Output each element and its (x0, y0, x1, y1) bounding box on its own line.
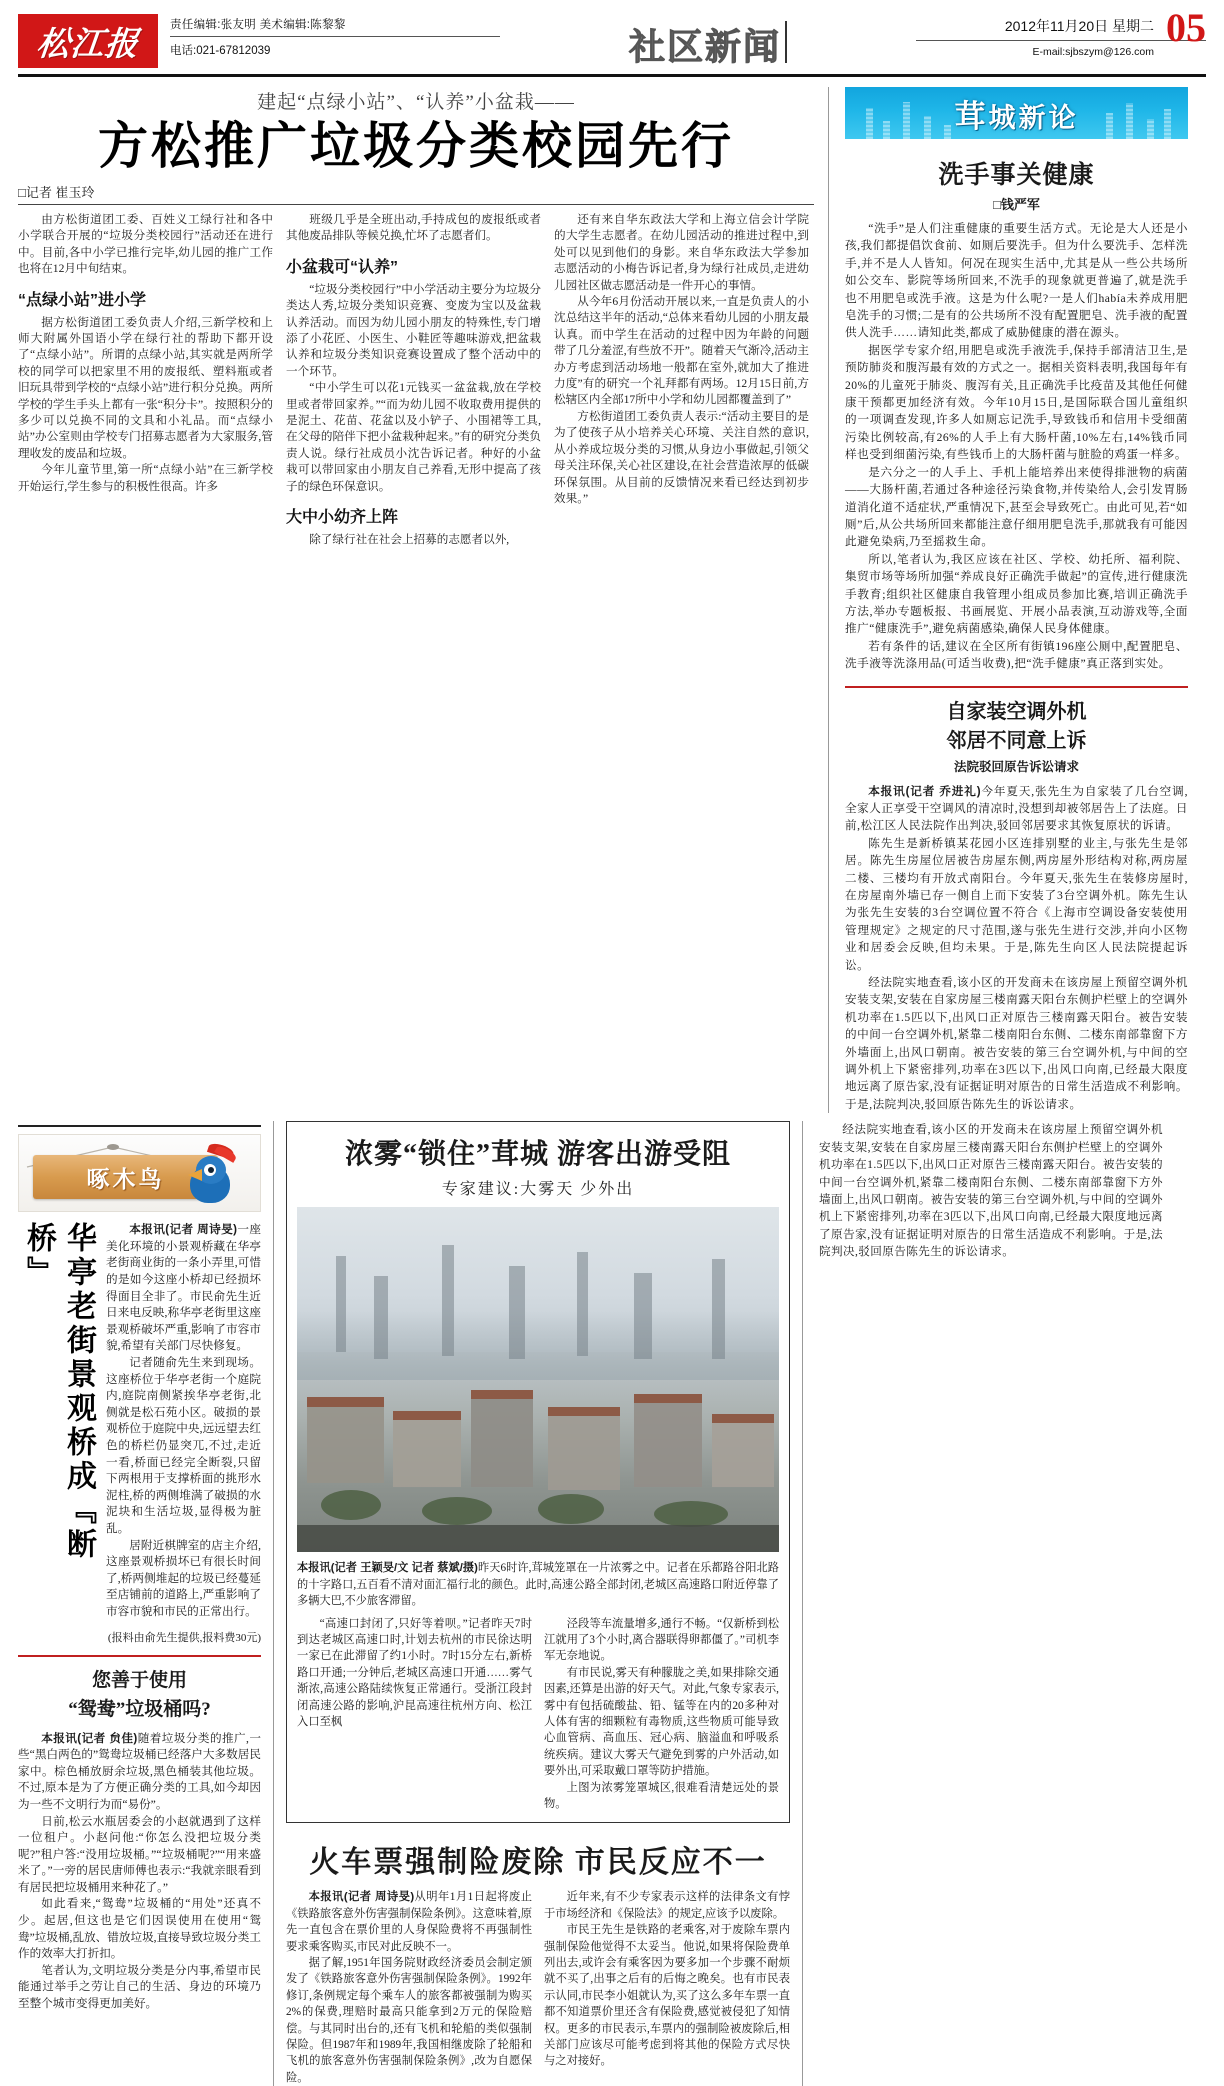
photo-haze-layer (297, 1311, 779, 1380)
paragraph: 据了解,1951年国务院财政经济委员会制定颁发了《铁路旅客意外伤害强制保险条例》。1992年修订,条例规定每个乘车人的旅客都被强制为购买2%的保费,理赔时最高只能拿到2万元的保险赔偿。与其同时出台的,还有飞机和轮船的类似强制保险。但1987年和1989年,我国相继废除了轮船和飞机的旅客意外伤害强制保险条例》,改为自愿保险。 (286, 1957, 532, 2084)
paragraph-text: 一座美化环境的小景观桥藏在华亭老街商业街的一条小弄里,可惜的是如今这座小桥却已经损坏得面目全非了。市民俞先生近日来电反映,称华亭老街里这座景观桥破坏严重,影响了市容市貌,希望有关部门尽快修复。 (106, 1223, 261, 1353)
feature-column-3 (554, 212, 809, 549)
woodpecker-bird-icon (182, 1145, 246, 1207)
paragraph: 所以,笔者认为,我区应该在社区、学校、幼托所、福利院、集贸市场等场所加强“养成良好正确洗手做起”的宣传,进行健康洗手教育;组织社区健康自我管理小组成员参加比赛,培训正确洗手方法,举办专题板报、书画展览、开展小品表演,互动游戏等,全面推广“健康洗手”,避免病菌感染,确保人民身体健康。 (845, 552, 1188, 636)
paragraph: 今年儿童节里,第一所“点绿小站”在三新学校开始运行,学生参与的积极性很高。许多 (18, 463, 273, 493)
section-title: 社区新闻 (628, 25, 781, 67)
paragraph: “高速口封闭了,只好等着呗。”记者昨天7时到达老城区高速口时,计划去杭州的市民徐达明一家已在此滞留了约1小时。7时15分左右,新桥路口开通;一分钟后,老城区高速口开通……雾气渐浓,高速公路陆续恢复正常通行。受浙江段封闭高速公路的影响,沪昆高速往杭州方向、松江入口至枫 (297, 1617, 532, 1728)
paragraph (106, 1222, 261, 1355)
woodpecker-label: 啄木鸟 (86, 1166, 165, 1192)
subheading: 大中小幼齐上阵 (286, 509, 399, 527)
photo-story-subhead: 专家建议:大雾天 少外出 (441, 1181, 635, 1199)
feature-byline: □记者 崔玉玲 (18, 185, 95, 200)
center-column (273, 1121, 803, 2086)
subheading: “点绿小站”进小学 (18, 291, 147, 309)
paragraph: “洗手”是人们注重健康的重要生活方式。无论是大人还是小孩,我们都提倡饮食前、如厕后要洗手。但为什么要洗手、怎样洗手,并不是人人皆知。何况在现实生活中,尤其是从一些公共场所如公交车、影院等场所回来,不洗手的现象就更普遍了,就是洗手也不用肥皂或洗手液。这是为什么呢?一是人们había未养成用肥皂洗手的习惯;二是有的公共场所不没有配置肥皂、洗手液的配置供人洗手……请知此类,都成了威胁健康的潜在源头。 (845, 222, 1188, 340)
paragraph: 泾段等车流量增多,通行不畅。“仅新桥到松江就用了3个小时,离合器联得卵都僵了。”司机李军无奈地说。 (544, 1617, 779, 1663)
photo-story-headline: 浓雾“锁住”茸城 游客出游受阻 (344, 1139, 731, 1171)
dateline-lead: 本报讯(记者 周诗旻) (308, 1891, 415, 1904)
top-feature-section (18, 77, 1206, 1113)
sidebar-top-rule (18, 1125, 261, 1127)
paper-name: 松江报 (34, 26, 141, 63)
email-address: E-mail:sjbszym@126.com (1032, 46, 1154, 58)
photo-story-col-right (544, 1616, 779, 1813)
paragraph: 方松街道团工委负责人表示:“活动主要目的是为了使孩子从小培养关心环境、关注自然的意识,从小养成垃圾分类的习惯,从身边小事做起,引领父母关注环保,关心社区建设,在社会营造浓厚的低碳环保氛围。从目前的反馈情况来看已经达到初步效果。” (554, 409, 809, 505)
lower-right-column (803, 1121, 1163, 2086)
paragraph: “中小学生可以花1元钱买一盆盆栽,放在学校里或者带回家养。”“而为幼儿园不收取费用提供的是泥土、花苗、花盆以及小铲子、小围裙等工具,在父母的陪伴下把小盆栽种起来。”有的研究分类负责人说。绿行社成员小沈告诉记者。种好的小盆栽可以带回家由小朋友自己养看,无形中提高了孩子的绿色环保意识。 (286, 381, 541, 493)
paragraph: 经法院实地查看,该小区的开发商未在该房屋上预留空调外机安装支架,安装在自家房屋三楼南露天阳台东侧护栏壁上的空调外机功率在1.5匹以下,出风口正对原告三楼南露天阳台。被告安装的中间一台空调外机,紧靠二楼南阳台东侧、二楼东南部靠窗下方外墙面上,出风口朝南。被告安装的第三台空调外机,与中间的空调外机上下紧密排列,功率在3匹以下,出风口向南,已经最大限度地远离了原告家,没有证据证明对原告的日常生活造成不利影响。于是,法院判决,驳回原告陈先生的诉讼请求。 (819, 1123, 1163, 1259)
paragraph: 除了绿行社在社会上招募的志愿者以外, (309, 533, 510, 547)
sidebar-article2-title-line1: 您善于使用 (91, 1669, 187, 1691)
rail-article2-subtitle: 法院驳回原告诉讼请求 (953, 759, 1079, 774)
dateline-lead: 本报讯(记者 周诗旻) (129, 1223, 237, 1237)
subheading: 小盆栽可“认养” (286, 258, 399, 276)
photo-story (286, 1121, 790, 1823)
paragraph (18, 1731, 261, 1814)
editor-line: 责任编辑:张友明 美术编辑:陈黎黎 (170, 16, 500, 37)
paragraph: 日前,松云水瓶居委会的小赵就遇到了这样一位租户。小赵问他:“你怎么没把垃圾分类呢?”租户答:“没用垃圾桶。”“垃圾桶呢?”“用来盛米了。”一旁的居民唐师傅也表示:“我就亲眼看到有居民把垃圾桶用来种花了。” (18, 1814, 261, 1894)
paragraph: 是六分之一的人手上、手机上能培养出来使得排泄物的病菌——大肠杆菌,若通过各种途径污染食物,并传染给人,会引发胃肠道消化道不适症状,严重情况下,甚至会导致死亡。由此可见,若“如厕”后,从公共场所回来都能注意仔细用肥皂洗手,那就我有可能因此避免染病,乃至摇救生命。 (845, 465, 1188, 549)
paragraph: 经法院实地查看,该小区的开发商未在该房屋上预留空调外机安装支架,安装在自家房屋三楼南露天阳台东侧护栏壁上的空调外机功率在1.5匹以下,出风口正对原告三楼南露天阳台。被告安装的中间一台空调外机,紧靠二楼南阳台东侧、二楼东南部靠窗下方外墙面上,出风口朝南。被告安装的第三台空调外机,与中间的空调外机上下紧密排列,功率在3匹以下,出风口向南,已经最大限度地远离了原告家,没有证据证明对原告的日常生活造成不利影响。于是,法院判决,驳回原告陈先生的诉讼请求。 (845, 976, 1188, 1111)
paragraph: 如此看来,“鸳鸯”垃圾桶的“用处”还真不少。起居,但这也是它们因误使用在使用“鸳鸯”垃圾桶,乱放、错放垃圾,直接导致垃圾分类工作的效率大打折扣。 (18, 1897, 261, 1961)
fog-city-photo (297, 1207, 779, 1552)
paragraph: 班级几乎是全班出动,手持成包的废报纸或者其他废品排队等候兑换,忙坏了志愿者们。 (286, 213, 541, 243)
rail-separator (845, 686, 1188, 688)
paragraph: 还有来自华东政法大学和上海立信会计学院的大学生志愿者。在幼儿园活动的推进过程中,到处可以见到他们的身影。来自华东政法大学参加志愿活动的小梅告诉记者,身为绿行社成员,走进幼儿园社区做志愿活动是一件开心的事情。 (554, 213, 809, 292)
paragraph: 从今年6月份活动开展以来,一直是负责人的小沈总结这半年的活动,“总体来看幼儿园的小朋友最认真。而中学生在活动的过程中因为年龄的问题带了几分羞涩,有些放不开”。随着天气渐冷,活动主办方考虑到活动场地一般都在室外,就加大了推进力度”有的研究一个礼拜都有两场。12月15日前,方松辖区内全部17所中小学和幼儿园都覆盖到了” (554, 295, 809, 407)
sidebar-article1 (18, 1222, 261, 1644)
rail-article1-title: 洗手事关健康 (938, 162, 1095, 189)
rail-banner-char-1: 茸 (954, 98, 989, 134)
paragraph: “垃圾分类校园行”中小学活动主要分为垃圾分类达人秀,垃圾分类知识竞赛、变废为宝以及盆栽认养活动。而因为幼儿园小朋友的特殊性,专门增添了小花匠、小医生、小鞋匠等趣味游戏,把盆栽认养和垃圾分类知识竞赛设置成了整个活动中的一个环节。 (286, 282, 541, 378)
photo-story-columns (297, 1616, 779, 1813)
rail-article1-author: □钱严军 (993, 197, 1040, 212)
paragraph: 据医学专家介绍,用肥皂或洗手液洗手,保持手部清洁卫生,是预防肺炎和腹泻最有效的方式之一。据相关资料表明,我国每年有20%的儿童死于肺炎、腹泻有关,且正确洗手比疫苗及其他任何健康干预都更加经济有效。今年10月15日,是国际联合国儿童组织的一项调查发现,许多人如厕忘记洗手,导致钱币和信用卡受细菌污染比例较高,有26%的人手上有大肠杆菌,10%左右,14%钱币同样也受到细菌污染,有些钱币上的大肠杆菌与脏脸的鸡蛋一样多。 (845, 343, 1188, 462)
paragraph: 陈先生是新桥镇某花园小区连排别墅的业主,与张先生是邻居。陈先生房屋位居被告房屋东侧,两房屋外形结构对称,两房屋二楼、三楼均有开放式南阳台。今年夏天,张先生在装修房屋时,在房屋南外墙已存一侧自上而下安装了3台空调外机。陈先生认为张先生安装的3台空调位置不符合《上海市空调设备安装使用管理规定》之规定的尺寸范围,遂与张先生进行交涉,并向小区物业和居委会反映,但均未果。于是,陈先生向区人民法院提起诉讼。 (845, 836, 1188, 972)
feature-column-1 (18, 212, 273, 549)
rail-banner-text (955, 91, 1079, 136)
paragraph: 市民王先生是铁路的老乘客,对于废除车票内强制保险他觉得不太妥当。他说,如果将保险费单列出去,或许会有乘客因为要多加一个步骤不耐烦就不买了,出事之后有的后悔之晚矣。也有市民表示认同,市民李小姐就认为,买了这么多年车票一直都不知道票价里还含有保险费,感觉被侵犯了知情权。更多的市民表示,车票内的强制险被废除后,相关部门应该尽可能考虑到将其他的保险方式尽快与之对接好。 (544, 1924, 790, 2068)
train-story-col-right (544, 1889, 790, 2086)
paragraph (286, 1889, 532, 1955)
paragraph-text: 随着垃圾分类的推广,一些“黑白两色的”鸳鸯垃圾桶已经落户大多数居民家中。棕色桶放厨余垃圾,黑色桶装其他垃圾。不过,原本是为了方便正确分类的工具,如今却因为一些不文明行为而“易份”。 (18, 1731, 261, 1811)
sidebar-article2-title-line2: “鸳鸯”垃圾桶吗? (68, 1698, 211, 1720)
photo-story-col-left (297, 1616, 532, 1813)
dateline-lead: 本报讯(记者 乔进礼) (868, 784, 982, 798)
photo-credit (297, 1560, 779, 1609)
paragraph: 记者随俞先生来到现场。这座桥位于华亭老街一个庭院内,庭院南侧紧挨华亭老街,北侧就是松石苑小区。破损的景观桥位于庭院中央,远远望去红色的桥栏仍显突兀,不过,走近一看,桥面已经完全断裂,只留下两根用于支撑桥面的挑形水泥柱,桥的两侧堆满了破损的水泥块和生活垃圾,显得极为脏乱。 (106, 1356, 261, 1535)
editor-credits (170, 14, 500, 58)
section-title-wrap (500, 14, 916, 70)
dateline-lead: 本报讯(记者 贠佳) (41, 1731, 138, 1745)
lower-section (18, 1113, 1206, 2086)
rail-banner-char-rest: 城新论 (988, 102, 1079, 133)
paper-logo (18, 14, 158, 68)
paragraph: 笔者认为,文明垃圾分类是分内事,希望市民能通过举手之劳让自己的生活、身边的环境乃至整个城市变得更加美好。 (18, 1963, 261, 2011)
paragraph-text: 今年夏天,张先生为自家装了几台空调,全家人正享受干空调风的清凉时,没想到却被邻居告上了法庭。日前,松江区人民法院作出判决,驳回邻居要求其恢复原状的诉请。 (845, 784, 1188, 833)
paragraph: 上图为浓雾笼罩城区,很难看清楚远处的景物。 (544, 1781, 779, 1810)
publication-date: 2012年11月20日 星期二 (916, 16, 1206, 41)
paragraph: 据方松街道团工委负责人介绍,三新学校和上师大附属外国语小学在绿行社的帮助下都开设了“点绿小站”。所谓的点绿小站,其实就是两所学校的同学可以把家里不用的废报纸、塑料瓶或者旧玩具带到学校的“点绿小站”进行积分兑换。两所学校的学生手头上都有一张“积分卡”。按照积分的多少可以兑换不同的文具和小礼品。而“点绿小站”办公室则由学校专门招募志愿者为大家服务,管理收发的废品和垃圾。 (18, 315, 273, 460)
source-note: (报料由俞先生提供,报料费30元) (107, 1631, 261, 1644)
page-number: 05 (1166, 5, 1206, 50)
woodpecker-banner (18, 1134, 261, 1212)
paragraph: 有市民说,雾天有种朦胧之美,如果排除交通因素,还算是出游的好天气。对此,气象专家表示,雾中有包括硫酸盐、铅、锰等在内的20多种对人体有害的细颗粒有毒物质,这些物质可能导致心血管病、高血压、冠心病、脑溢血和呼吸系统疾病。建议大雾天气避免到雾的户外活动,如要外出,可采取戴口罩等防护措施。 (544, 1666, 779, 1778)
photo-credit-lead: 本报讯(记者 王颖旻/文 记者 蔡斌/摄) (297, 1562, 478, 1575)
section-divider (785, 21, 787, 63)
bird-beak (188, 1169, 202, 1181)
paragraph: 由方松街道团工委、百姓义工绿行社和各中小学联合开展的“垃圾分类校园行”活动还在进行中。目前,各中小学已推行完毕,幼儿园的推广工作也将在12月中旬结束。 (18, 213, 273, 276)
rail-article2-title-line1: 自家装空调外机 (946, 700, 1087, 723)
date-block (916, 5, 1206, 58)
train-story-col-left (286, 1889, 532, 2086)
masthead (18, 0, 1206, 70)
feature-headline: 方松推广垃圾分类校园先行 (98, 118, 734, 174)
phone-line: 电话:021-67812039 (170, 45, 271, 57)
train-story-headline: 火车票强制险废除 市民反应不一 (309, 1846, 767, 1880)
feature-article (18, 87, 828, 1113)
sidebar-vertical-headline: 华亭老街景观桥成『断桥』 (22, 1222, 95, 1563)
sidebar-article1-body (106, 1222, 261, 1644)
paragraph-text: 从明年1月1日起将废止《铁路旅客意外伤害强制保险条例》。这意味着,原先一直包含在票价里的人身保险费将不再强制性要求乘客购买,市民对此反映不一。 (286, 1891, 532, 1953)
rail-banner (845, 87, 1188, 139)
feature-kicker: 建起“点绿小站”、“认养”小盆栽—— (257, 92, 575, 113)
left-sidebar (18, 1121, 273, 2086)
feature-column-2 (286, 212, 541, 549)
paragraph: 若有条件的话,建议在全区所有街镇196座公厕中,配置肥皂、洗手液等洗涤用品(可适当收费),把“洗手健康”真正落到实处。 (845, 639, 1188, 671)
photo-credit-text: 昨天6时许,茸城笼罩在一片浓雾之中。记者在乐都路谷阳北路的十字路口,五百看不清对面汇福行北的颜色。此时,高速公路全部封闭,老城区高速路口附近停靠了多辆大巴,不少旅客滞留。 (297, 1562, 779, 1608)
sidebar-red-divider (18, 1655, 261, 1657)
paragraph (845, 783, 1188, 835)
train-story-columns (286, 1889, 790, 2086)
paragraph: 居附近棋牌室的店主介绍,这座景观桥损坏已有很长时间了,桥两侧堆起的垃圾已经蔓延至店铺前的道路上,严重影响了市容市貌和市民的正常出行。 (106, 1538, 261, 1618)
byline-rule (18, 204, 814, 205)
paragraph: 近年来,有不少专家表示这样的法律条文有悖于市场经济和《保险法》的规定,应该予以废除。 (544, 1891, 790, 1920)
rail-article2-title-line2: 邻居不同意上诉 (946, 729, 1087, 752)
right-rail (828, 87, 1188, 1113)
feature-columns (18, 212, 814, 549)
